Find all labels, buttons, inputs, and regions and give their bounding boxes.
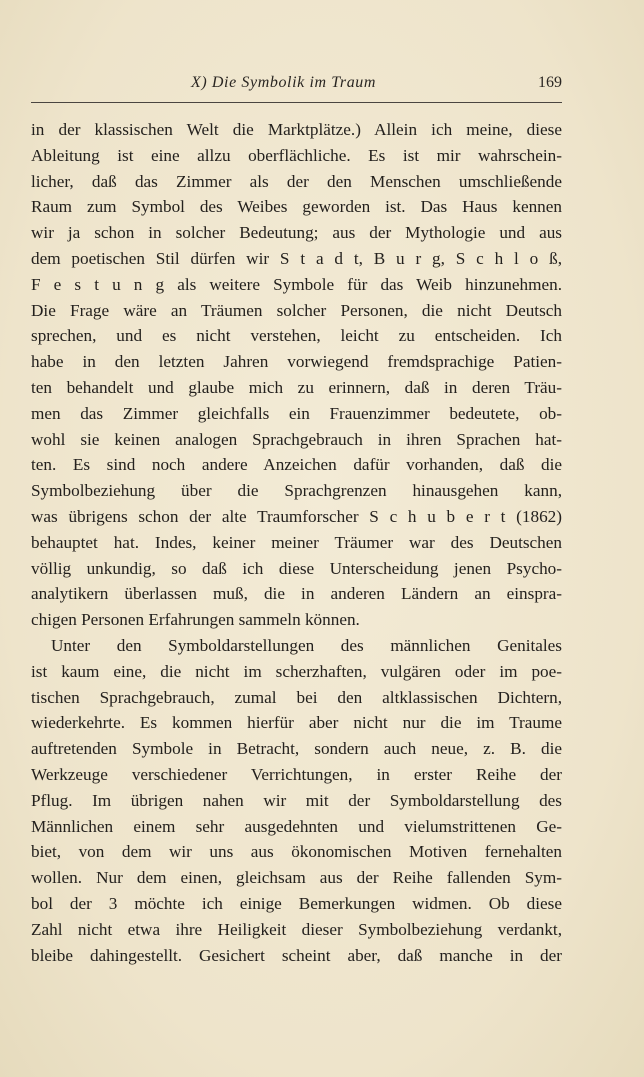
text-line: men das Zimmer gleichfalls ein Frauenzimmer bedeutete, ob- xyxy=(31,403,562,423)
text-line: Symbolbeziehung über die Sprachgrenzen hinausgehen kann, xyxy=(31,481,562,501)
text-line: F e s t u n g als weitere Symbole für das Weib hinzunehmen. xyxy=(31,274,562,294)
text-line: analytikern überlassen muß, die in anderen Ländern an einspra- xyxy=(31,584,562,604)
text-line: biet, von dem wir uns aus ökonomischen Motiven fernehalten xyxy=(31,842,562,862)
text-line: Männlichen einem sehr ausgedehnten und vielumstrittenen Ge- xyxy=(31,816,562,836)
text-line: was übrigens schon der alte Traumforscher S c h u b e r t (1862) xyxy=(31,506,562,526)
text-line: Die Frage wäre an Träumen solcher Personen, die nicht Deutsch xyxy=(31,300,562,320)
text-line: chigen Personen Erfahrungen sammeln können. xyxy=(31,610,360,630)
text-line: Werkzeuge verschiedener Verrichtungen, in erster Reihe der xyxy=(31,764,562,784)
text-line: Unter den Symboldarstellungen des männlichen Genitales xyxy=(51,635,562,655)
text-line: ist kaum eine, die nicht im scherzhaften, vulgären oder im poe- xyxy=(31,661,562,681)
running-title: X) Die Symbolik im Traum xyxy=(191,74,377,91)
text-line: tischen Sprachgebrauch, zumal bei den altklassischen Dichtern, xyxy=(31,687,562,707)
text-line: völlig unkundig, so daß ich diese Unterscheidung jenen Psycho- xyxy=(31,558,562,578)
text-line: licher, daß das Zimmer als der den Menschen umschließende xyxy=(31,171,562,191)
text-line: bol der 3 möchte ich einige Bemerkungen widmen. Ob diese xyxy=(31,893,562,913)
text-line: wohl sie keinen analogen Sprachgebrauch in ihren Sprachen hat- xyxy=(31,429,562,449)
text-line: behauptet hat. Indes, keiner meiner Träumer war des Deutschen xyxy=(31,532,562,552)
text-line: Raum zum Symbol des Weibes geworden ist. Das Haus kennen xyxy=(31,197,562,217)
text-line: dem poetischen Stil dürfen wir S t a d t, B u r g, S c h l o ß, xyxy=(31,248,562,268)
text-line: wir ja schon in solcher Bedeutung; aus der Mythologie und aus xyxy=(31,223,562,243)
page-number: 169 xyxy=(538,74,562,91)
text-line: Pflug. Im übrigen nahen wir mit der Symboldarstellung des xyxy=(31,790,562,810)
text-line: ten. Es sind noch andere Anzeichen dafür vorhanden, daß die xyxy=(31,455,562,475)
page-header xyxy=(31,74,562,98)
text-line: bleibe dahingestellt. Gesichert scheint aber, daß manche in der xyxy=(31,945,562,965)
text-line: ten behandelt und glaube mich zu erinnern, daß in deren Träu- xyxy=(31,377,562,397)
text-line: Zahl nicht etwa ihre Heiligkeit dieser Symbolbeziehung verdankt, xyxy=(31,919,562,939)
text-line: wollen. Nur dem einen, gleichsam aus der Reihe fallenden Sym- xyxy=(31,868,562,888)
text-line: in der klassischen Welt die Marktplätze.) Allein ich meine, diese xyxy=(31,120,562,139)
header-rule xyxy=(31,102,562,103)
body-text xyxy=(31,117,562,968)
text-line: auftretenden Symbole in Betracht, sondern auch neue, z. B. die xyxy=(31,739,562,759)
text-line: sprechen, und es nicht verstehen, leicht zu entscheiden. Ich xyxy=(31,326,562,346)
text-line: habe in den letzten Jahren vorwiegend fremdsprachige Patien- xyxy=(31,352,562,372)
text-line: Ableitung ist eine allzu oberflächliche. Es ist mir wahrschein- xyxy=(31,145,562,165)
text-line: wiederkehrte. Es kommen hierfür aber nicht nur die im Traume xyxy=(31,713,562,733)
